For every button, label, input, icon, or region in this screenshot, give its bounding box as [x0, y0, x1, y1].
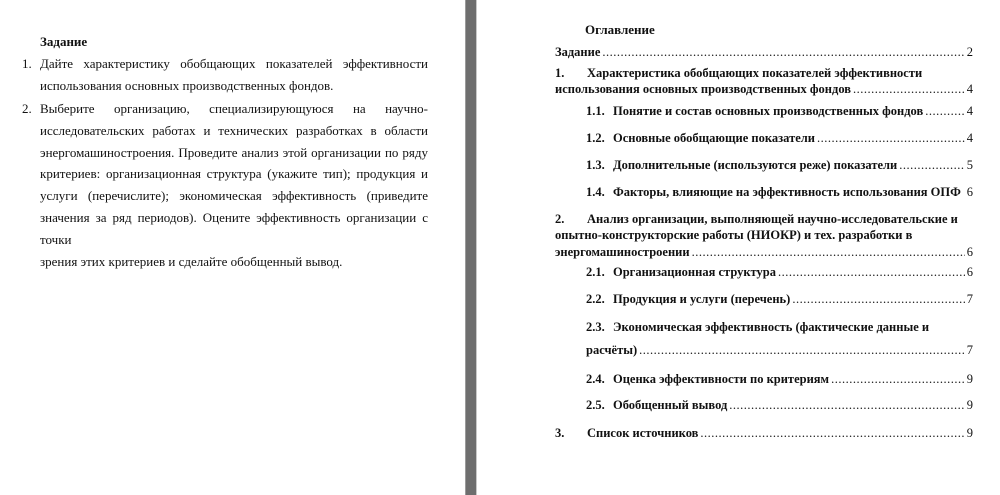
- toc-entry[interactable]: [586, 292, 973, 307]
- task-item-1: [22, 53, 428, 97]
- toc-entry-title: Оценка эффективности по критериям: [613, 372, 830, 386]
- toc-entry-number: 2.2.: [586, 292, 605, 306]
- toc-entry[interactable]: [586, 131, 973, 146]
- toc-page-number: 7: [966, 343, 973, 357]
- toc-entry-line[interactable]: [555, 66, 922, 81]
- toc-entry-title: Список источников: [587, 426, 699, 440]
- toc-entry-number: 1.1.: [586, 104, 605, 118]
- toc-leader: [853, 82, 965, 97]
- toc-entry-title: Понятие и состав основных производственных фондов: [613, 104, 924, 118]
- toc-page-number: 9: [966, 426, 973, 440]
- toc-entry-title: Анализ организации, выполняющей научно-исследовательские и: [587, 212, 958, 226]
- toc-page-number: 6: [966, 185, 973, 199]
- toc-entry[interactable]: [555, 45, 973, 60]
- toc-leader: [729, 398, 964, 413]
- toc-entry[interactable]: [586, 185, 973, 200]
- page-gutter: [465, 0, 477, 495]
- toc-leader: [899, 158, 964, 173]
- toc-entry-title: расчёты): [586, 343, 638, 357]
- task-heading: Задание: [40, 34, 88, 49]
- toc-entry[interactable]: [555, 82, 973, 97]
- task-text-line: энергомашиностроения. Проведите анализ этой организации по ряду: [40, 144, 428, 160]
- toc-page-number: 9: [966, 398, 973, 412]
- toc-page-number: 7: [966, 292, 973, 306]
- toc-entry-number: 2.: [555, 212, 565, 226]
- toc-leader: [778, 265, 965, 280]
- toc-entry[interactable]: [586, 265, 973, 280]
- toc-entry-title: Задание: [555, 45, 601, 59]
- toc-entry-line[interactable]: опытно-конструкторские работы (НИОКР) и тех. разработки в: [555, 228, 913, 242]
- task-text-line: Дайте характеристику обобщающих показателей эффективности: [40, 56, 428, 71]
- toc-entry-title: Обобщенный вывод: [613, 398, 728, 412]
- left-page: [0, 0, 465, 495]
- toc-entry-title: Факторы, влияющие на эффективность использования ОПФ: [613, 185, 961, 199]
- toc-entry-number: 1.: [555, 66, 565, 80]
- toc-leader: [700, 426, 964, 441]
- toc-entry-number: 1.2.: [586, 131, 605, 145]
- toc-page-number: 6: [966, 245, 973, 259]
- toc-page-number: 4: [966, 82, 973, 96]
- toc-heading: Оглавление: [585, 22, 655, 37]
- task-item-number: 1.: [22, 56, 32, 71]
- toc-page-number: 4: [966, 104, 973, 118]
- toc-entry[interactable]: [586, 343, 973, 358]
- toc-entry-title: Продукция и услуги (перечень): [613, 292, 791, 306]
- toc-leader: [639, 343, 965, 358]
- task-text-line: Выберите организацию, специализирующуюся на научно-: [40, 101, 428, 116]
- toc-entry[interactable]: [586, 104, 973, 119]
- toc-entry-title: использования основных производственных фондов: [555, 82, 852, 96]
- toc-entry-number: 3.: [555, 426, 565, 440]
- toc-entry-title: Экономическая эффективность (фактические данные и: [613, 320, 930, 334]
- task-text-line: использования основных производственных фондов.: [40, 77, 334, 93]
- toc-entry-number: 2.1.: [586, 265, 605, 279]
- toc-leader: [692, 245, 965, 260]
- toc-entry[interactable]: [555, 426, 973, 441]
- task-text-line: зрения этих критериев и сделайте обобщенный вывод.: [40, 253, 343, 269]
- task-item-2: [22, 98, 428, 272]
- toc-page-number: 5: [966, 158, 973, 172]
- toc-leader: [602, 45, 964, 60]
- task-text-line: исследовательских работах и технических разработках в области: [40, 122, 428, 138]
- task-item-number: 2.: [22, 101, 32, 116]
- toc-entry-title: энергомашиностроении: [555, 245, 690, 259]
- toc-page-number: 2: [966, 45, 973, 59]
- toc-entry-line[interactable]: [555, 212, 958, 227]
- toc-leader: [817, 131, 965, 146]
- toc-entry-number: 2.4.: [586, 372, 605, 386]
- toc-entry-title: Основные обобщающие показатели: [613, 131, 815, 145]
- toc-entry-title: Характеристика обобщающих показателей эффективности: [587, 66, 923, 80]
- toc-entry-number: 1.4.: [586, 185, 605, 199]
- task-text-line: услуги (перечислите); экономическая эффективность (приведите: [40, 188, 428, 204]
- toc-page-number: 4: [966, 131, 973, 145]
- toc-leader: [925, 104, 965, 119]
- toc-leader: [792, 292, 964, 307]
- toc-entry[interactable]: [586, 158, 973, 173]
- toc-entry[interactable]: [586, 398, 973, 413]
- toc-entry-title: Организационная структура: [613, 265, 776, 279]
- toc-entry[interactable]: [586, 372, 973, 387]
- toc-entry-title: Дополнительные (используются реже) показатели: [613, 158, 898, 172]
- toc-entry-number: 2.3.: [586, 320, 605, 334]
- task-text-line: значения за ряд периодов). Оцените эффективность организации с точки: [40, 209, 428, 247]
- toc-entry[interactable]: [555, 245, 973, 260]
- toc-entry-number: 2.5.: [586, 398, 605, 412]
- toc-page-number: 9: [966, 372, 973, 386]
- right-page: [478, 0, 1000, 495]
- task-text-line: критериев: организационная структура (укажите тип); продукция и: [40, 166, 428, 182]
- toc-page-number: 6: [966, 265, 973, 279]
- toc-entry-line[interactable]: [586, 320, 929, 335]
- toc-leader: [831, 372, 965, 387]
- toc-entry-number: 1.3.: [586, 158, 605, 172]
